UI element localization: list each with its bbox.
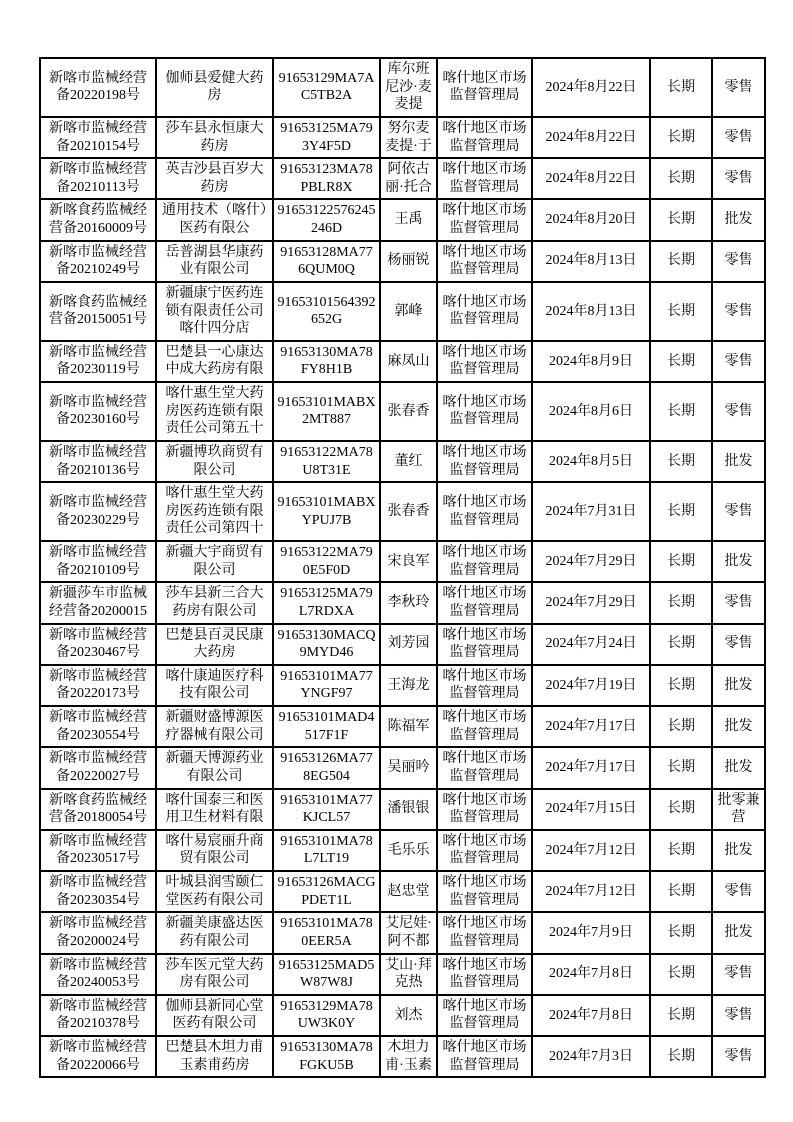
- credit-code-cell: 91653130MACQ9MYD46: [273, 624, 380, 665]
- company-name-cell: 新疆大宇商贸有限公司: [156, 541, 273, 582]
- registration-table-body: [40, 58, 765, 1077]
- regulatory-authority-cell: 喀什地区市场监督管理局: [437, 830, 532, 871]
- regulatory-authority-cell: 喀什地区市场监督管理局: [437, 995, 532, 1036]
- company-name-cell: 岳普湖县华康药业有限公司: [156, 241, 273, 282]
- regulatory-authority-cell: 喀什地区市场监督管理局: [437, 541, 532, 582]
- approval-date-cell: 2024年7月17日: [532, 747, 650, 788]
- approval-date-cell: 2024年7月15日: [532, 789, 650, 830]
- registration-number-cell: 新疆莎车市监械经营备20200015: [40, 582, 156, 623]
- validity-cell: 长期: [650, 665, 712, 706]
- legal-person-cell: 麻凤山: [380, 341, 437, 382]
- legal-person-cell: 努尔麦麦提·于: [380, 117, 437, 158]
- legal-person-cell: 刘芳园: [380, 624, 437, 665]
- regulatory-authority-cell: 喀什地区市场监督管理局: [437, 58, 532, 117]
- registration-number-cell: 新喀市监械经营备20220173号: [40, 665, 156, 706]
- registration-number-cell: 新喀市监械经营备20240053号: [40, 954, 156, 995]
- registration-number-cell: 新喀市监械经营备20210113号: [40, 158, 156, 199]
- registration-number-cell: 新喀市监械经营备20230554号: [40, 706, 156, 747]
- registration-number-cell: 新喀食药监械经营备20160009号: [40, 199, 156, 240]
- legal-person-cell: 张春香: [380, 482, 437, 541]
- regulatory-authority-cell: 喀什地区市场监督管理局: [437, 706, 532, 747]
- regulatory-authority-cell: 喀什地区市场监督管理局: [437, 954, 532, 995]
- table-row: [40, 341, 765, 382]
- registration-number-cell: 新喀食药监械经营备20150051号: [40, 282, 156, 341]
- validity-cell: 长期: [650, 541, 712, 582]
- table-row: [40, 441, 765, 482]
- approval-date-cell: 2024年7月12日: [532, 871, 650, 912]
- registration-number-cell: 新喀市监械经营备20210136号: [40, 441, 156, 482]
- legal-person-cell: 库尔班尼沙·麦麦提: [380, 58, 437, 117]
- credit-code-cell: 91653123MA78PBLR8X: [273, 158, 380, 199]
- registration-number-cell: 新喀市监械经营备20210378号: [40, 995, 156, 1036]
- company-name-cell: 新疆天博源药业有限公司: [156, 747, 273, 788]
- table-row: [40, 158, 765, 199]
- credit-code-cell: 91653101MABX2MT887: [273, 382, 380, 441]
- business-type-cell: 零售: [712, 241, 765, 282]
- credit-code-cell: 91653101MABXYPUJ7B: [273, 482, 380, 541]
- legal-person-cell: 王禹: [380, 199, 437, 240]
- regulatory-authority-cell: 喀什地区市场监督管理局: [437, 747, 532, 788]
- registration-number-cell: 新喀市监械经营备20210109号: [40, 541, 156, 582]
- business-type-cell: 零售: [712, 582, 765, 623]
- business-type-cell: 零售: [712, 282, 765, 341]
- table-row: [40, 830, 765, 871]
- table-row: [40, 117, 765, 158]
- credit-code-cell: 91653128MA776QUM0Q: [273, 241, 380, 282]
- validity-cell: 长期: [650, 199, 712, 240]
- credit-code-cell: 91653126MA778EG504: [273, 747, 380, 788]
- approval-date-cell: 2024年8月22日: [532, 58, 650, 117]
- validity-cell: 长期: [650, 117, 712, 158]
- business-type-cell: 零售: [712, 624, 765, 665]
- legal-person-cell: 艾山·拜克热: [380, 954, 437, 995]
- registration-number-cell: 新喀市监械经营备20230467号: [40, 624, 156, 665]
- approval-date-cell: 2024年7月31日: [532, 482, 650, 541]
- legal-person-cell: 郭峰: [380, 282, 437, 341]
- validity-cell: 长期: [650, 706, 712, 747]
- approval-date-cell: 2024年8月6日: [532, 382, 650, 441]
- company-name-cell: 新疆财盛博源医疗器械有限公司: [156, 706, 273, 747]
- registration-number-cell: 新喀市监械经营备20210154号: [40, 117, 156, 158]
- validity-cell: 长期: [650, 341, 712, 382]
- regulatory-authority-cell: 喀什地区市场监督管理局: [437, 117, 532, 158]
- business-type-cell: 零售: [712, 954, 765, 995]
- business-type-cell: 批零兼营: [712, 789, 765, 830]
- business-type-cell: 零售: [712, 482, 765, 541]
- legal-person-cell: 阿依古丽·托合: [380, 158, 437, 199]
- registration-number-cell: 新喀市监械经营备20230119号: [40, 341, 156, 382]
- legal-person-cell: 木坦力甫·玉素: [380, 1036, 437, 1077]
- regulatory-authority-cell: 喀什地区市场监督管理局: [437, 624, 532, 665]
- credit-code-cell: 91653125MAD5W87W8J: [273, 954, 380, 995]
- table-row: [40, 665, 765, 706]
- credit-code-cell: 91653101MA78L7LT19: [273, 830, 380, 871]
- legal-person-cell: 刘杰: [380, 995, 437, 1036]
- company-name-cell: 叶城县润雪颐仁堂医药有限公司: [156, 871, 273, 912]
- business-type-cell: 批发: [712, 541, 765, 582]
- validity-cell: 长期: [650, 995, 712, 1036]
- business-type-cell: 批发: [712, 912, 765, 953]
- credit-code-cell: 91653101MA780EER5A: [273, 912, 380, 953]
- registration-number-cell: 新喀市监械经营备20220027号: [40, 747, 156, 788]
- registration-number-cell: 新喀市监械经营备20210249号: [40, 241, 156, 282]
- registration-table-container: [39, 57, 765, 1078]
- approval-date-cell: 2024年8月5日: [532, 441, 650, 482]
- registration-number-cell: 新喀市监械经营备20220198号: [40, 58, 156, 117]
- legal-person-cell: 王海龙: [380, 665, 437, 706]
- approval-date-cell: 2024年7月9日: [532, 912, 650, 953]
- validity-cell: 长期: [650, 912, 712, 953]
- regulatory-authority-cell: 喀什地区市场监督管理局: [437, 665, 532, 706]
- table-row: [40, 789, 765, 830]
- registration-number-cell: 新喀市监械经营备20200024号: [40, 912, 156, 953]
- regulatory-authority-cell: 喀什地区市场监督管理局: [437, 871, 532, 912]
- validity-cell: 长期: [650, 789, 712, 830]
- credit-code-cell: 91653101564392652G: [273, 282, 380, 341]
- table-row: [40, 282, 765, 341]
- approval-date-cell: 2024年7月8日: [532, 995, 650, 1036]
- approval-date-cell: 2024年7月3日: [532, 1036, 650, 1077]
- registration-number-cell: 新喀食药监械经营备20180054号: [40, 789, 156, 830]
- regulatory-authority-cell: 喀什地区市场监督管理局: [437, 441, 532, 482]
- registration-table: [39, 57, 766, 1078]
- table-row: [40, 995, 765, 1036]
- company-name-cell: 英吉沙县百岁大药房: [156, 158, 273, 199]
- credit-code-cell: 91653101MA77YNGF97: [273, 665, 380, 706]
- registration-number-cell: 新喀市监械经营备20230354号: [40, 871, 156, 912]
- company-name-cell: 莎车医元堂大药房有限公司: [156, 954, 273, 995]
- legal-person-cell: 李秋玲: [380, 582, 437, 623]
- business-type-cell: 零售: [712, 158, 765, 199]
- company-name-cell: 喀什惠生堂大药房医药连锁有限责任公司第五十: [156, 382, 273, 441]
- company-name-cell: 喀什国泰三和医用卫生材料有限: [156, 789, 273, 830]
- registration-number-cell: 新喀市监械经营备20230517号: [40, 830, 156, 871]
- business-type-cell: 零售: [712, 1036, 765, 1077]
- legal-person-cell: 艾尼娃·阿不都: [380, 912, 437, 953]
- business-type-cell: 零售: [712, 871, 765, 912]
- approval-date-cell: 2024年7月12日: [532, 830, 650, 871]
- credit-code-cell: 91653129MA78UW3K0Y: [273, 995, 380, 1036]
- table-row: [40, 199, 765, 240]
- registration-number-cell: 新喀市监械经营备20230229号: [40, 482, 156, 541]
- validity-cell: 长期: [650, 382, 712, 441]
- validity-cell: 长期: [650, 441, 712, 482]
- approval-date-cell: 2024年8月13日: [532, 282, 650, 341]
- legal-person-cell: 宋良军: [380, 541, 437, 582]
- credit-code-cell: 91653130MA78FGKU5B: [273, 1036, 380, 1077]
- business-type-cell: 零售: [712, 58, 765, 117]
- table-row: [40, 912, 765, 953]
- company-name-cell: 伽师县爱健大药房: [156, 58, 273, 117]
- regulatory-authority-cell: 喀什地区市场监督管理局: [437, 158, 532, 199]
- credit-code-cell: 91653101MA77KJCL57: [273, 789, 380, 830]
- legal-person-cell: 陈福军: [380, 706, 437, 747]
- legal-person-cell: 潘银银: [380, 789, 437, 830]
- validity-cell: 长期: [650, 830, 712, 871]
- company-name-cell: 莎车县新三合大药房有限公司: [156, 582, 273, 623]
- table-row: [40, 382, 765, 441]
- registration-number-cell: 新喀市监械经营备20220066号: [40, 1036, 156, 1077]
- legal-person-cell: 毛乐乐: [380, 830, 437, 871]
- company-name-cell: 新疆博玖商贸有限公司: [156, 441, 273, 482]
- table-row: [40, 624, 765, 665]
- table-row: [40, 1036, 765, 1077]
- table-row: [40, 241, 765, 282]
- validity-cell: 长期: [650, 58, 712, 117]
- credit-code-cell: 91653126MACGPDET1L: [273, 871, 380, 912]
- business-type-cell: 批发: [712, 441, 765, 482]
- credit-code-cell: 91653101MAD4517F1F: [273, 706, 380, 747]
- validity-cell: 长期: [650, 158, 712, 199]
- table-row: [40, 747, 765, 788]
- business-type-cell: 零售: [712, 341, 765, 382]
- table-row: [40, 58, 765, 117]
- legal-person-cell: 董红: [380, 441, 437, 482]
- regulatory-authority-cell: 喀什地区市场监督管理局: [437, 199, 532, 240]
- validity-cell: 长期: [650, 954, 712, 995]
- business-type-cell: 批发: [712, 706, 765, 747]
- table-row: [40, 954, 765, 995]
- legal-person-cell: 张春香: [380, 382, 437, 441]
- table-row: [40, 482, 765, 541]
- approval-date-cell: 2024年7月29日: [532, 582, 650, 623]
- validity-cell: 长期: [650, 282, 712, 341]
- regulatory-authority-cell: 喀什地区市场监督管理局: [437, 912, 532, 953]
- approval-date-cell: 2024年7月29日: [532, 541, 650, 582]
- company-name-cell: 新疆康宁医药连锁有限责任公司喀什四分店: [156, 282, 273, 341]
- approval-date-cell: 2024年8月9日: [532, 341, 650, 382]
- approval-date-cell: 2024年7月8日: [532, 954, 650, 995]
- regulatory-authority-cell: 喀什地区市场监督管理局: [437, 482, 532, 541]
- table-row: [40, 706, 765, 747]
- company-name-cell: 喀什惠生堂大药房医药连锁有限责任公司第四十: [156, 482, 273, 541]
- credit-code-cell: 91653122576245246D: [273, 199, 380, 240]
- business-type-cell: 零售: [712, 117, 765, 158]
- validity-cell: 长期: [650, 1036, 712, 1077]
- company-name-cell: 巴楚县百灵民康大药房: [156, 624, 273, 665]
- validity-cell: 长期: [650, 871, 712, 912]
- regulatory-authority-cell: 喀什地区市场监督管理局: [437, 1036, 532, 1077]
- validity-cell: 长期: [650, 582, 712, 623]
- credit-code-cell: 91653125MA793Y4F5D: [273, 117, 380, 158]
- table-row: [40, 871, 765, 912]
- legal-person-cell: 吴丽吟: [380, 747, 437, 788]
- approval-date-cell: 2024年8月13日: [532, 241, 650, 282]
- legal-person-cell: 杨丽锐: [380, 241, 437, 282]
- business-type-cell: 批发: [712, 199, 765, 240]
- regulatory-authority-cell: 喀什地区市场监督管理局: [437, 582, 532, 623]
- company-name-cell: 新疆美康盛达医药有限公司: [156, 912, 273, 953]
- credit-code-cell: 91653122MA790E5F0D: [273, 541, 380, 582]
- credit-code-cell: 91653129MA7AC5TB2A: [273, 58, 380, 117]
- approval-date-cell: 2024年7月24日: [532, 624, 650, 665]
- regulatory-authority-cell: 喀什地区市场监督管理局: [437, 789, 532, 830]
- validity-cell: 长期: [650, 241, 712, 282]
- regulatory-authority-cell: 喀什地区市场监督管理局: [437, 241, 532, 282]
- registration-number-cell: 新喀市监械经营备20230160号: [40, 382, 156, 441]
- company-name-cell: 巴楚县一心康达中成大药房有限: [156, 341, 273, 382]
- approval-date-cell: 2024年7月17日: [532, 706, 650, 747]
- business-type-cell: 批发: [712, 830, 765, 871]
- approval-date-cell: 2024年8月22日: [532, 158, 650, 199]
- business-type-cell: 零售: [712, 382, 765, 441]
- company-name-cell: 巴楚县木坦力甫玉素甫药房: [156, 1036, 273, 1077]
- validity-cell: 长期: [650, 482, 712, 541]
- company-name-cell: 通用技术（喀什）医药有限公: [156, 199, 273, 240]
- table-row: [40, 582, 765, 623]
- approval-date-cell: 2024年8月22日: [532, 117, 650, 158]
- regulatory-authority-cell: 喀什地区市场监督管理局: [437, 341, 532, 382]
- credit-code-cell: 91653125MA79L7RDXA: [273, 582, 380, 623]
- credit-code-cell: 91653122MA78U8T31E: [273, 441, 380, 482]
- credit-code-cell: 91653130MA78FY8H1B: [273, 341, 380, 382]
- validity-cell: 长期: [650, 624, 712, 665]
- company-name-cell: 喀什康迪医疗科技有限公司: [156, 665, 273, 706]
- company-name-cell: 伽师县新同心堂医药有限公司: [156, 995, 273, 1036]
- legal-person-cell: 赵忠堂: [380, 871, 437, 912]
- regulatory-authority-cell: 喀什地区市场监督管理局: [437, 282, 532, 341]
- table-row: [40, 541, 765, 582]
- business-type-cell: 零售: [712, 995, 765, 1036]
- validity-cell: 长期: [650, 747, 712, 788]
- approval-date-cell: 2024年8月20日: [532, 199, 650, 240]
- company-name-cell: 莎车县永恒康大药房: [156, 117, 273, 158]
- company-name-cell: 喀什易宸丽升商贸有限公司: [156, 830, 273, 871]
- approval-date-cell: 2024年7月19日: [532, 665, 650, 706]
- business-type-cell: 批发: [712, 747, 765, 788]
- business-type-cell: 批发: [712, 665, 765, 706]
- regulatory-authority-cell: 喀什地区市场监督管理局: [437, 382, 532, 441]
